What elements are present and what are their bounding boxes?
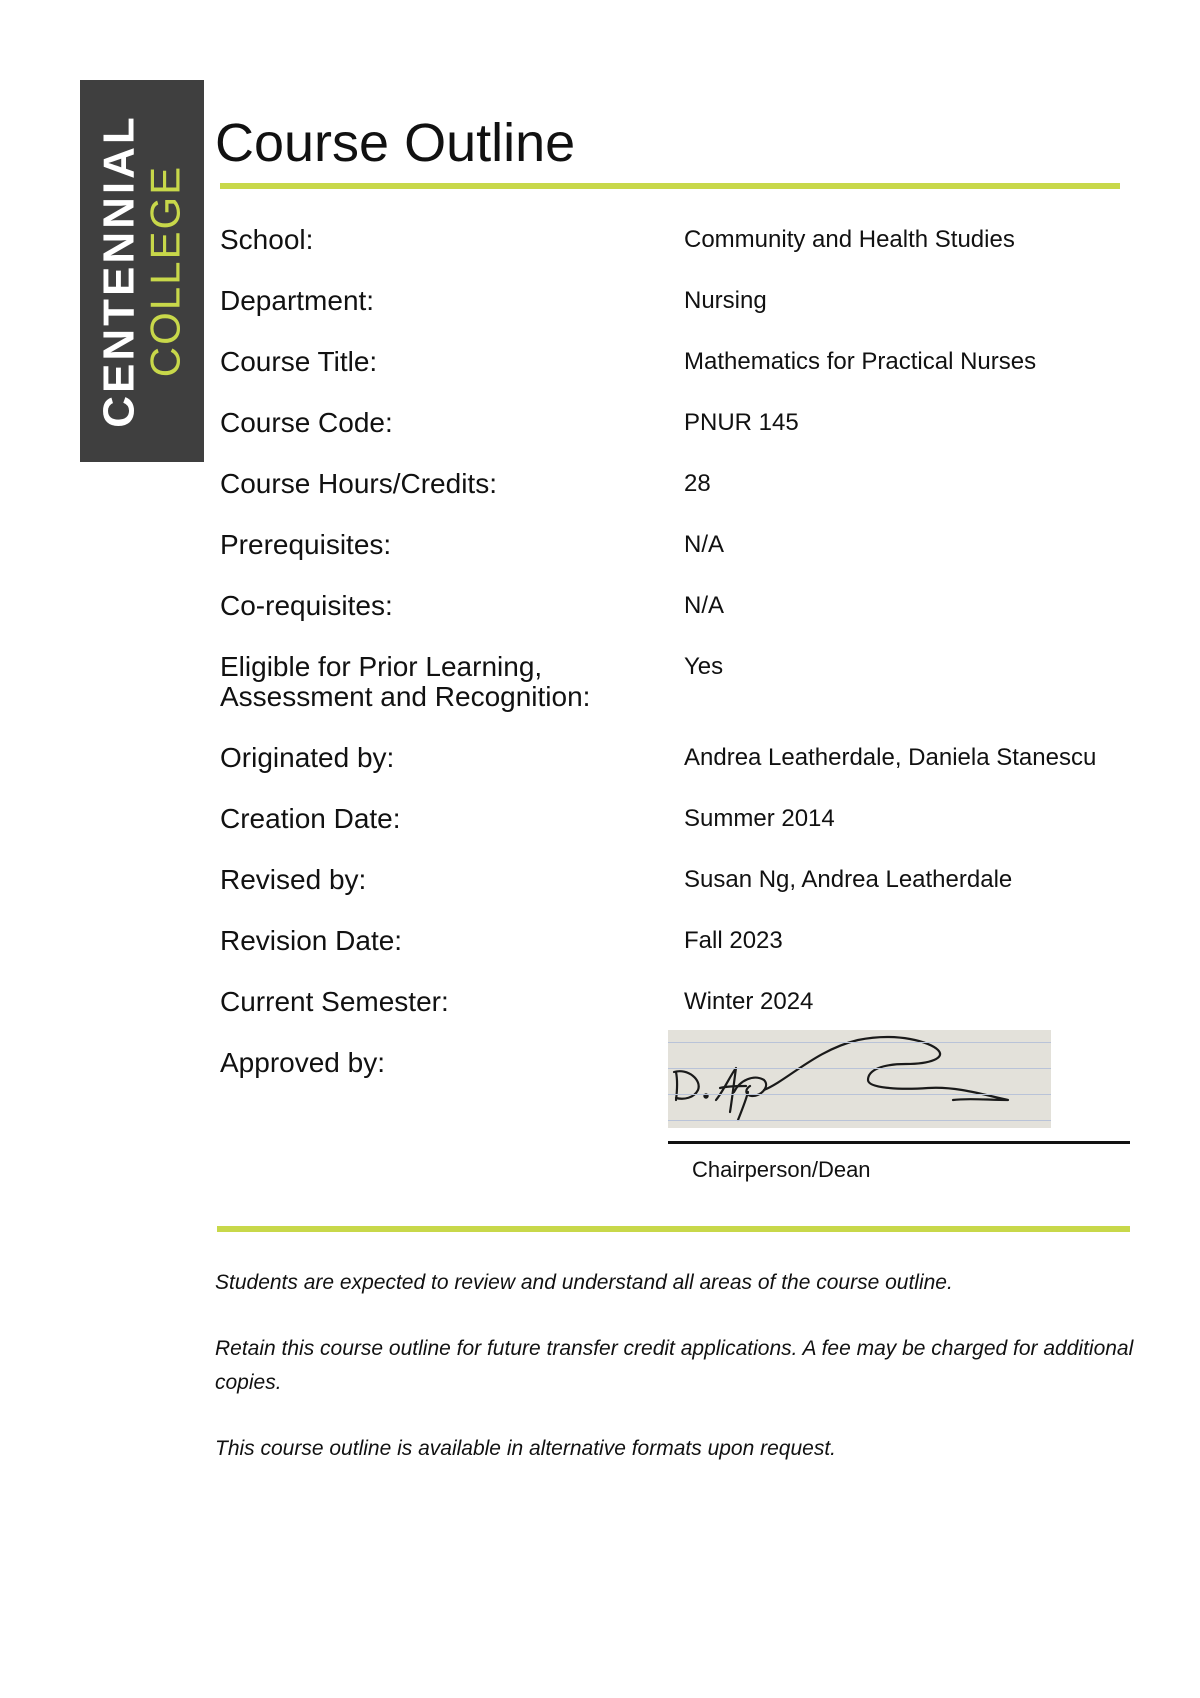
- field-label: Course Hours/Credits:: [220, 468, 497, 499]
- note-retain: Retain this course outline for future transfer credit applications. A fee may be charged for additional copies.: [215, 1337, 1134, 1394]
- logo-text: [94, 80, 189, 462]
- field-value: Andrea Leatherdale, Daniela Stanescu: [684, 744, 1097, 771]
- note-alternative-formats: This course outline is available in alternative formats upon request.: [215, 1437, 836, 1460]
- logo-wordmark-college: COLLEGE: [141, 164, 189, 378]
- field-value: Yes: [684, 653, 724, 680]
- field-label: Co-requisites:: [220, 590, 393, 621]
- signature-line: [668, 1141, 1130, 1144]
- field-label-line2: Assessment and Recognition:: [220, 681, 591, 712]
- field-label: Current Semester:: [220, 986, 449, 1017]
- field-label: Course Code:: [220, 407, 393, 438]
- field-label: Department:: [220, 285, 375, 316]
- field-label: Originated by:: [220, 742, 395, 773]
- field-value: Susan Ng, Andrea Leatherdale: [684, 866, 1013, 893]
- handwritten-signature: [668, 1030, 1051, 1128]
- field-label: Approved by:: [220, 1047, 385, 1078]
- signature-caption: Chairperson/Dean: [692, 1157, 871, 1182]
- field-value: N/A: [684, 531, 725, 558]
- logo-wordmark-centennial: CENTENNIAL: [94, 114, 144, 428]
- title-divider: [220, 183, 1120, 189]
- field-label: Revision Date:: [220, 925, 403, 956]
- field-value: Fall 2023: [684, 927, 783, 954]
- field-label: Creation Date:: [220, 803, 401, 834]
- signature-image: [668, 1030, 1051, 1128]
- college-logo: [80, 80, 204, 462]
- field-value: Nursing: [684, 287, 767, 314]
- field-value: N/A: [684, 592, 725, 619]
- field-label: [220, 652, 670, 712]
- field-label-line1: Eligible for Prior Learning,: [220, 651, 543, 682]
- field-label: School:: [220, 224, 314, 255]
- field-label: Prerequisites:: [220, 529, 392, 560]
- field-value: Mathematics for Practical Nurses: [684, 348, 1037, 375]
- field-label: Revised by:: [220, 864, 367, 895]
- field-value: 28: [684, 470, 711, 497]
- note-review: Students are expected to review and understand all areas of the course outline.: [215, 1271, 953, 1294]
- field-value: Winter 2024: [684, 988, 814, 1015]
- page-title: Course Outline: [215, 113, 576, 173]
- field-value: Community and Health Studies: [684, 226, 1015, 253]
- field-value: Summer 2014: [684, 805, 835, 832]
- section-divider: [217, 1226, 1130, 1232]
- field-label: Course Title:: [220, 346, 378, 377]
- field-value: PNUR 145: [684, 409, 799, 436]
